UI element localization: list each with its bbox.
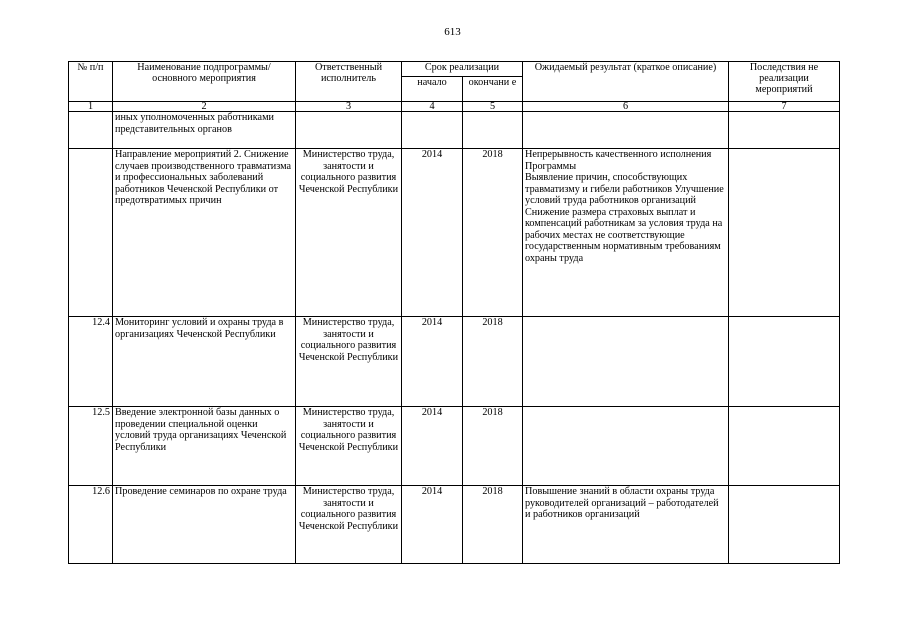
row-executor: Министерство труда, занятости и социального развития Чеченской Республики (296, 486, 402, 564)
column-number: 4 (402, 102, 463, 112)
table-row (69, 149, 840, 317)
column-number: 5 (463, 102, 523, 112)
row-start: 2014 (402, 317, 463, 407)
row-num: 12.6 (69, 486, 113, 564)
row-start: 2014 (402, 486, 463, 564)
row-executor: Министерство труда, занятости и социального развития Чеченской Республики (296, 317, 402, 407)
row-name: Мониторинг условий и охраны труда в организациях Чеченской Республики (113, 317, 296, 407)
table-row (69, 407, 840, 486)
row-name: Введение электронной базы данных о проведении специальной оценки условий труда организациях Чеченской Республики (113, 407, 296, 486)
row-num: 12.4 (69, 317, 113, 407)
row-consequences (729, 407, 840, 486)
row-executor: Министерство труда, занятости и социального развития Чеченской Республики (296, 407, 402, 486)
page-number: 613 (444, 26, 461, 38)
header-end: окончани е (463, 77, 523, 102)
row-num (69, 112, 113, 149)
row-start (402, 112, 463, 149)
result-line: Выявление причин, способствующих травматизму и гибели работников Улучшение условий труда работников организаций (525, 172, 724, 206)
header-consequences: Последствия не реализации мероприятий (729, 62, 840, 102)
row-end: 2018 (463, 149, 523, 317)
column-number-row (69, 102, 840, 112)
column-number: 1 (69, 102, 113, 112)
column-number: 7 (729, 102, 840, 112)
header-result: Ожидаемый результат (краткое описание) (523, 62, 729, 102)
header-start: начало (402, 77, 463, 102)
row-executor (296, 112, 402, 149)
row-start: 2014 (402, 407, 463, 486)
table-row (69, 112, 840, 149)
header-num: № п/п (69, 62, 113, 102)
header-executor: Ответственный исполнитель (296, 62, 402, 102)
row-num: 12.5 (69, 407, 113, 486)
program-table (68, 61, 840, 564)
column-number: 6 (523, 102, 729, 112)
row-result (523, 486, 729, 564)
table-row (69, 317, 840, 407)
row-name: иных уполномоченных работниками представительных органов (113, 112, 296, 149)
result-line: Снижение размера страховых выплат и компенсаций работникам за условия труда на рабочих местах не соответствующие государственным нормативным требованиям охраны труда (525, 206, 723, 264)
row-result (523, 112, 729, 149)
row-name: Направление мероприятий 2. Снижение случаев производственного травматизма и профессиональных заболеваний работников Чеченской Республики от предотвратимых причин (113, 149, 296, 317)
header-name: Наименование подпрограммы/ основного мероприятия (113, 62, 296, 102)
row-end (463, 112, 523, 149)
row-end: 2018 (463, 317, 523, 407)
row-consequences (729, 486, 840, 564)
result-line: Непрерывность качественного исполнения Программы (525, 149, 712, 172)
row-consequences (729, 317, 840, 407)
column-number: 3 (296, 102, 402, 112)
table-row (69, 486, 840, 564)
row-result (523, 407, 729, 486)
row-consequences (729, 112, 840, 149)
row-result (523, 317, 729, 407)
header-period: Срок реализации (402, 62, 523, 77)
result-line: Повышение знаний в области охраны труда руководителей организаций – работодателей и работников организаций (525, 486, 719, 520)
row-consequences (729, 149, 840, 317)
row-result (523, 149, 729, 317)
row-start: 2014 (402, 149, 463, 317)
row-name: Проведение семинаров по охране труда (113, 486, 296, 564)
row-executor: Министерство труда, занятости и социального развития Чеченской Республики (296, 149, 402, 317)
row-end: 2018 (463, 486, 523, 564)
row-end: 2018 (463, 407, 523, 486)
column-number: 2 (113, 102, 296, 112)
row-num (69, 149, 113, 317)
